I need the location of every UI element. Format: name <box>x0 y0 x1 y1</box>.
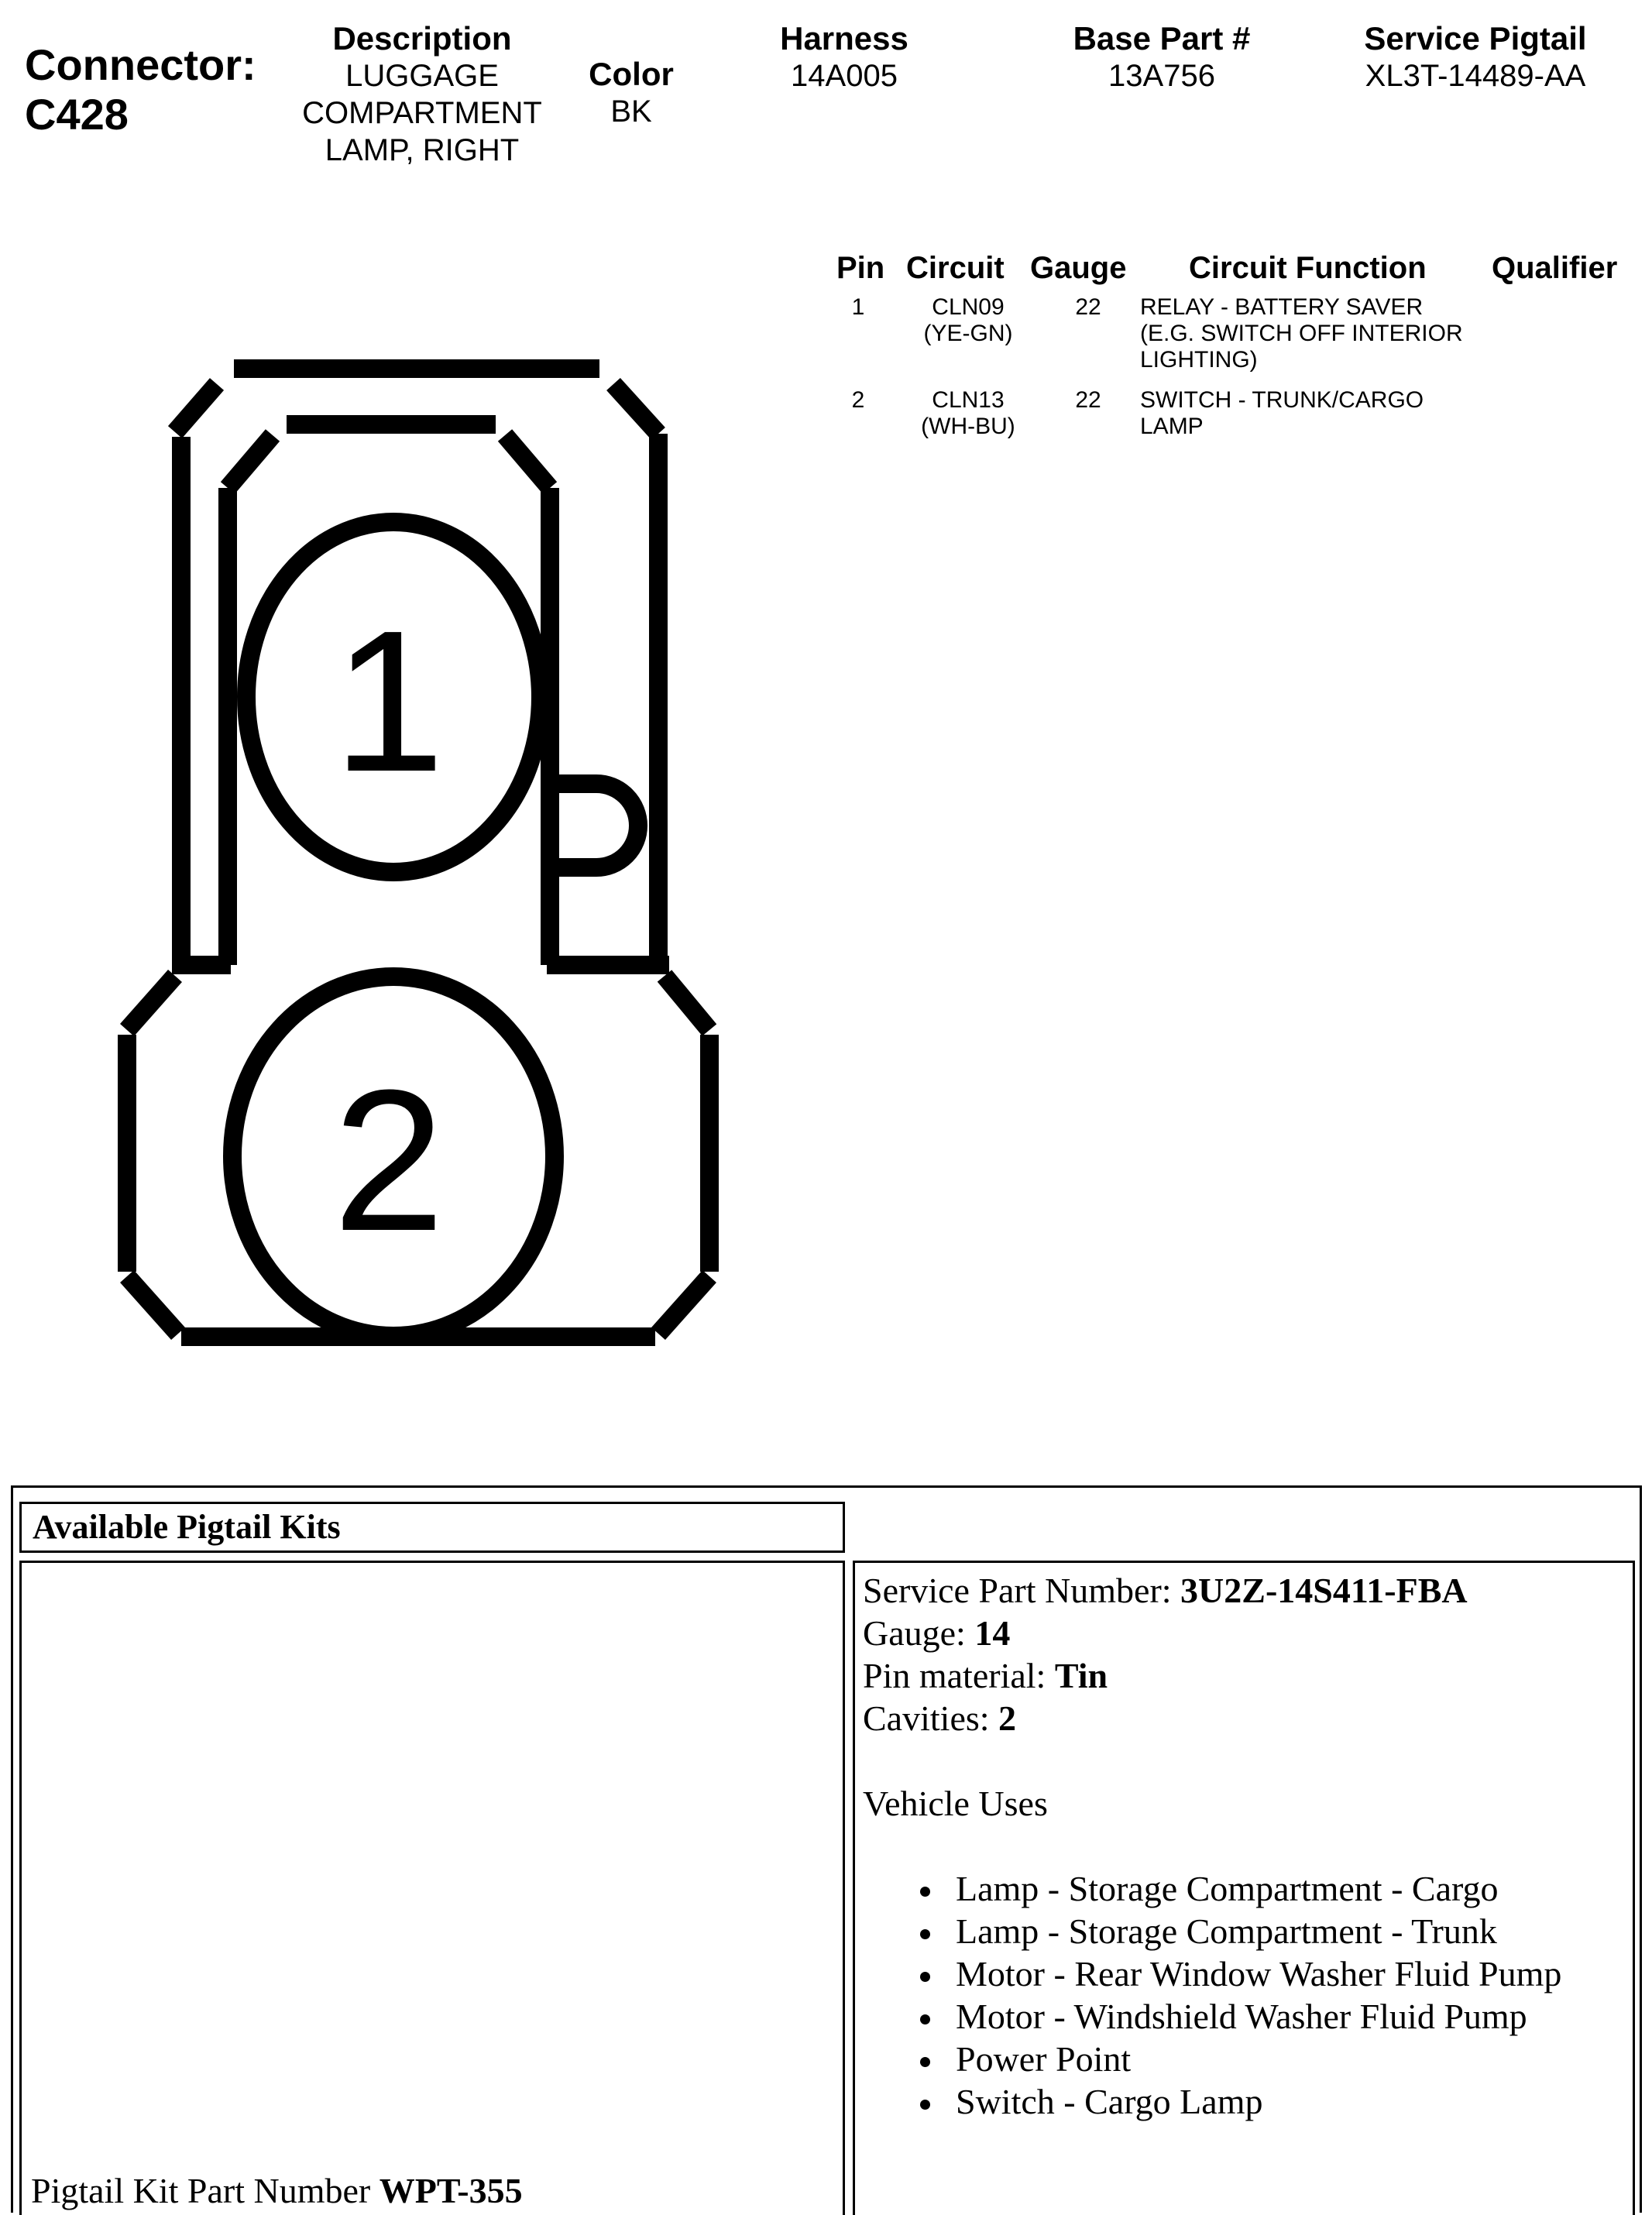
harness-value: 14A005 <box>791 59 898 93</box>
pin-number: 1 <box>851 294 865 320</box>
gauge-row <box>863 1612 1625 1654</box>
pin-header: Pin <box>836 251 885 285</box>
kits-header: Available Pigtail Kits <box>19 1502 845 1553</box>
service-part-label: Service Part Number: <box>863 1571 1172 1610</box>
function-cell <box>1140 294 1527 373</box>
description-label: Description <box>332 20 512 57</box>
description-line: COMPARTMENT <box>302 96 542 130</box>
circuit-cell <box>898 294 1038 347</box>
gauge-cell: 22 <box>1075 387 1101 413</box>
pin-material-label: Pin material: <box>863 1656 1046 1695</box>
kit-part-number <box>31 2169 523 2212</box>
cavities-row <box>863 1697 1625 1739</box>
circuit-color: (WH-BU) <box>921 414 1015 439</box>
circuit-cell <box>898 387 1038 440</box>
service-part-value: 3U2Z-14S411-FBA <box>1180 1571 1468 1610</box>
circuit-function-header: Circuit Function <box>1189 251 1427 285</box>
list-item: Switch - Cargo Lamp <box>956 2080 1625 2123</box>
harness-label: Harness <box>780 20 908 57</box>
cavities-label: Cavities: <box>863 1698 990 1738</box>
function-line: SWITCH - TRUNK/CARGO <box>1140 387 1424 413</box>
service-pigtail-label: Service Pigtail <box>1364 20 1587 57</box>
pin-material-value: Tin <box>1054 1656 1108 1695</box>
color-label: Color <box>589 56 674 92</box>
list-item: Motor - Windshield Washer Fluid Pump <box>956 1995 1625 2038</box>
service-pigtail-column <box>1324 20 1626 94</box>
color-column <box>565 56 697 130</box>
circuit-code: CLN09 <box>932 294 1005 320</box>
list-item: Lamp - Storage Compartment - Trunk <box>956 1910 1625 1952</box>
connector-title <box>25 40 256 139</box>
kit-details-cell <box>853 1561 1635 2215</box>
service-part-row <box>863 1569 1625 1612</box>
connector-face-diagram <box>101 341 736 1363</box>
function-line: RELAY - BATTERY SAVER <box>1140 294 1424 320</box>
list-item: Power Point <box>956 2038 1625 2080</box>
cavity-2-label: 2 <box>332 1049 445 1273</box>
function-line: LAMP <box>1140 414 1204 439</box>
base-part-value: 13A756 <box>1108 59 1215 93</box>
list-item: Lamp - Storage Compartment - Cargo <box>956 1867 1625 1910</box>
connector-label: Connector: <box>25 40 256 89</box>
function-line: (E.G. SWITCH OFF INTERIOR <box>1140 321 1463 346</box>
connector-id: C428 <box>25 90 129 139</box>
function-line: LIGHTING) <box>1140 347 1258 373</box>
gauge-cell: 22 <box>1075 294 1101 320</box>
base-part-column <box>1046 20 1278 94</box>
gauge-value: 14 <box>974 1613 1011 1653</box>
gauge-label: Gauge: <box>863 1613 966 1653</box>
vehicle-uses-title: Vehicle Uses <box>863 1784 1048 1823</box>
circuit-header: Circuit <box>906 251 1005 285</box>
pin-number: 2 <box>851 387 865 413</box>
description-column <box>279 20 565 169</box>
description-line: LUGGAGE <box>345 59 499 93</box>
circuit-code: CLN13 <box>932 387 1005 413</box>
qualifier-header: Qualifier <box>1492 251 1618 285</box>
pigtail-kits-table <box>11 1485 1642 2213</box>
cavity-1-label: 1 <box>332 589 445 814</box>
locking-tab <box>550 784 638 867</box>
kit-part-value: WPT-355 <box>379 2171 523 2210</box>
gauge-header: Gauge <box>1030 251 1127 285</box>
color-value: BK <box>610 94 652 129</box>
base-part-label: Base Part # <box>1073 20 1251 57</box>
harness-column <box>744 20 945 94</box>
function-cell <box>1140 387 1527 440</box>
kit-image-cell <box>19 1561 845 2215</box>
vehicle-uses-list <box>863 1867 1625 2123</box>
list-item: Motor - Rear Window Washer Fluid Pump <box>956 1952 1625 1995</box>
circuit-color: (YE-GN) <box>923 321 1013 346</box>
kit-part-label: Pigtail Kit Part Number <box>31 2171 371 2210</box>
description-line: LAMP, RIGHT <box>325 133 520 167</box>
pin-material-row <box>863 1654 1625 1697</box>
service-pigtail-value: XL3T-14489-AA <box>1365 59 1586 93</box>
cavities-value: 2 <box>998 1698 1017 1738</box>
